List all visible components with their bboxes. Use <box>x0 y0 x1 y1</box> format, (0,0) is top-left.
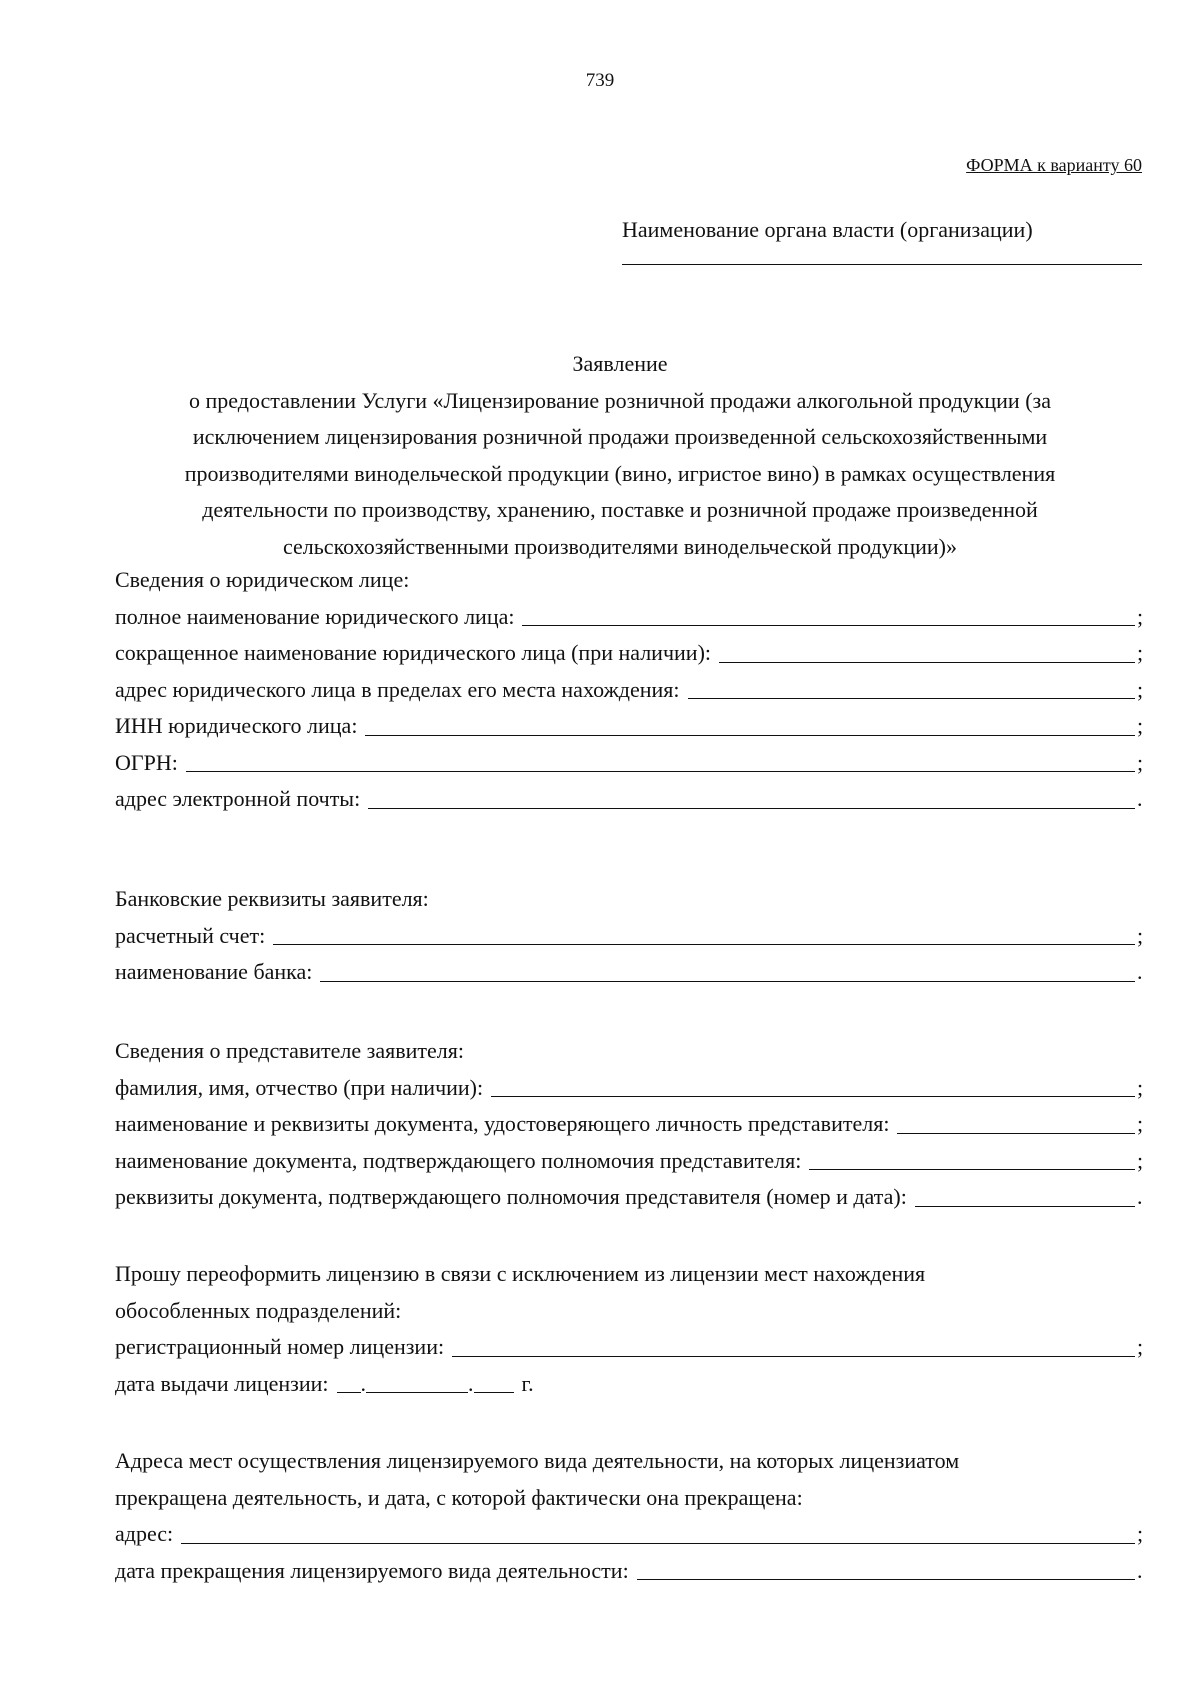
field-row <box>115 1106 1145 1143</box>
license-number-blank[interactable] <box>452 1356 1135 1357</box>
field-terminator: ; <box>1137 1147 1144 1173</box>
authority-label: Наименование органа власти (организации) <box>622 217 1033 242</box>
field-row <box>115 918 1145 955</box>
field-row <box>115 1179 1145 1216</box>
field-terminator: . <box>1137 786 1143 811</box>
field-label: наименование документа, подтверждающего полномочия представителя: <box>115 1147 802 1173</box>
bank-name-blank[interactable] <box>320 981 1135 982</box>
field-label: расчетный счет: <box>115 922 266 948</box>
field-terminator: ; <box>1137 1334 1144 1359</box>
field-terminator: ; <box>1137 603 1144 629</box>
full-name-blank[interactable] <box>522 625 1135 626</box>
field-terminator: ; <box>1137 749 1144 775</box>
field-label: наименование и реквизиты документа, удостоверяющего личность представителя: <box>115 1111 890 1136</box>
title-line: сельскохозяйственными производителями винодельческой продукции)» <box>283 533 957 559</box>
addresses-section <box>115 1443 1145 1589</box>
field-row <box>115 1553 1145 1590</box>
field-terminator: ; <box>1137 713 1144 738</box>
field-row <box>115 599 1145 636</box>
title-heading: Заявление <box>572 351 668 376</box>
field-row <box>115 672 1145 709</box>
short-name-blank[interactable] <box>719 662 1135 663</box>
date-year-blank[interactable] <box>474 1392 514 1393</box>
field-label: фамилия, имя, отчество (при наличии): <box>115 1074 484 1100</box>
title-line: производителями винодельческой продукции (вино, игристое вино) в рамках осуществления <box>184 460 1056 486</box>
field-terminator: ; <box>1137 640 1144 665</box>
authority-block <box>622 216 1142 265</box>
authority-doc-blank[interactable] <box>809 1169 1135 1170</box>
legal-entity-section <box>115 562 1145 818</box>
field-label: регистрационный номер лицензии: <box>115 1334 445 1359</box>
section-heading: Сведения о представителе заявителя: <box>115 1038 464 1063</box>
field-row <box>115 635 1145 672</box>
license-date-row <box>115 1366 1145 1403</box>
field-row <box>115 745 1145 782</box>
request-section <box>115 1256 1145 1402</box>
section-heading: Сведения о юридическом лице: <box>115 567 410 592</box>
field-label: адрес юридического лица в пределах его места нахождения: <box>115 676 680 702</box>
field-row <box>115 1143 1145 1180</box>
fio-blank[interactable] <box>491 1096 1135 1097</box>
bank-section <box>115 881 1145 991</box>
field-label: ОГРН: <box>115 749 178 775</box>
document-title <box>130 346 1110 565</box>
email-blank[interactable] <box>368 808 1135 809</box>
section-heading: обособленных подразделений: <box>115 1297 402 1323</box>
field-terminator: ; <box>1137 1111 1144 1136</box>
field-terminator: ; <box>1137 1074 1144 1100</box>
field-row <box>115 1329 1145 1366</box>
field-row <box>115 781 1145 818</box>
date-separator: . <box>468 1370 474 1396</box>
page-number: 739 <box>585 70 615 91</box>
field-row <box>115 708 1145 745</box>
ogrn-blank[interactable] <box>186 771 1135 772</box>
field-label: сокращенное наименование юридического лица (при наличии): <box>115 640 712 665</box>
termination-date-blank[interactable] <box>637 1579 1135 1580</box>
authority-blank[interactable] <box>622 264 1142 265</box>
field-label: полное наименование юридического лица: <box>115 603 515 629</box>
date-separator: . <box>360 1370 367 1396</box>
field-label: дата прекращения лицензируемого вида деятельности: <box>115 1557 629 1583</box>
inn-blank[interactable] <box>365 735 1135 736</box>
address-blank[interactable] <box>181 1543 1135 1544</box>
field-row <box>115 954 1145 991</box>
form-reference: ФОРМА к варианту 60 <box>966 155 1142 175</box>
field-label: дата выдачи лицензии: <box>115 1370 329 1396</box>
address-blank[interactable] <box>688 698 1135 699</box>
field-terminator: ; <box>1137 922 1144 948</box>
field-terminator: . <box>1137 959 1143 984</box>
year-suffix: г. <box>521 1370 534 1396</box>
field-label: наименование банка: <box>115 959 313 984</box>
account-blank[interactable] <box>273 944 1135 945</box>
title-line: о предоставлении Услуги «Лицензирование розничной продажи алкогольной продукции (за <box>189 387 1051 413</box>
date-month-blank[interactable] <box>366 1392 468 1393</box>
field-label: адрес: <box>115 1521 174 1546</box>
section-heading: прекращена деятельность, и дата, с которой фактически она прекращена: <box>115 1484 803 1510</box>
field-terminator: . <box>1137 1557 1143 1583</box>
field-label: реквизиты документа, подтверждающего полномочия представителя (номер и дата): <box>115 1184 907 1209</box>
date-day-blank[interactable] <box>337 1392 361 1393</box>
representative-section <box>115 1033 1145 1216</box>
field-terminator: ; <box>1137 676 1144 702</box>
title-line: деятельности по производству, хранению, поставке и розничной продаже произведенной <box>202 497 1038 522</box>
authority-doc-details-blank[interactable] <box>915 1206 1135 1207</box>
field-label: адрес электронной почты: <box>115 786 361 811</box>
field-terminator: . <box>1137 1184 1143 1209</box>
section-heading: Прошу переоформить лицензию в связи с исключением из лицензии мест нахождения <box>115 1261 926 1286</box>
title-line: исключением лицензирования розничной продажи произведенной сельскохозяйственными <box>192 424 1048 449</box>
section-heading: Адреса мест осуществления лицензируемого вида деятельности, на которых лицензиатом <box>115 1448 960 1473</box>
field-row <box>115 1516 1145 1553</box>
section-heading: Банковские реквизиты заявителя: <box>115 886 429 911</box>
identity-doc-blank[interactable] <box>897 1133 1135 1134</box>
field-terminator: ; <box>1137 1521 1144 1546</box>
field-label: ИНН юридического лица: <box>115 713 358 738</box>
field-row <box>115 1070 1145 1107</box>
